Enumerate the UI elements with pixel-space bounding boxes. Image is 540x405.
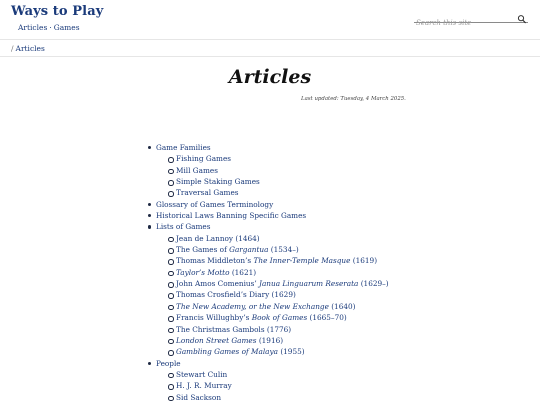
search-box [414, 10, 528, 23]
fishing-games-link[interactable]: Fishing Games [176, 154, 232, 164]
game-families-link[interactable]: Game Families [156, 143, 211, 152]
list-item [147, 142, 389, 199]
list-item [167, 369, 389, 380]
game-list-link[interactable]: London Street Games (1916) [176, 335, 284, 345]
list-item [167, 244, 389, 255]
list-item [167, 346, 389, 357]
list-item [167, 312, 389, 323]
list-item [147, 199, 389, 210]
last-updated-text: Last updated: Tuesday, 4 March 2025. [301, 96, 406, 102]
breadcrumb-articles-link[interactable]: Articles [15, 44, 45, 53]
game-list-link[interactable]: Francis Willughby’s Book of Games (1665–70) [176, 313, 347, 323]
list-item [167, 289, 389, 300]
game-list-link[interactable]: The Games of Gargantua (1534–) [176, 245, 299, 255]
murray-link[interactable]: H. J. R. Murray [176, 381, 232, 391]
game-list-link[interactable]: The Christmas Gambols (1776) [176, 324, 292, 334]
list-item [147, 210, 389, 221]
nav-articles-link[interactable]: Articles [18, 23, 48, 32]
game-list-link[interactable]: The New Academy, or the New Exchange (1640) [176, 301, 356, 311]
nav-separator: · [49, 23, 52, 32]
list-item [167, 335, 389, 346]
breadcrumb-separator: / [11, 44, 14, 53]
list-item [167, 301, 389, 312]
game-list-link[interactable]: Taylor’s Motto (1621) [176, 267, 257, 277]
divider [0, 56, 540, 57]
list-item [167, 278, 389, 289]
list-item [167, 233, 389, 244]
game-list-link[interactable]: Gambling Games of Malaya (1955) [176, 347, 305, 357]
breadcrumb [11, 44, 45, 53]
list-item [147, 358, 389, 403]
search-icon[interactable] [517, 10, 527, 21]
list-item [167, 176, 389, 187]
list-item [147, 221, 389, 357]
primary-nav [18, 23, 80, 32]
list-item [167, 255, 389, 266]
site-title-link[interactable]: Ways to Play [11, 4, 104, 19]
stewart-culin-link[interactable]: Stewart Culin [176, 369, 228, 379]
game-list-link[interactable]: Jean de Lannoy (1464) [176, 233, 260, 243]
traversal-games-link[interactable]: Traversal Games [176, 188, 239, 198]
list-item [167, 392, 389, 403]
list-item [167, 165, 389, 176]
list-item [167, 187, 389, 198]
sid-sackson-link[interactable]: Sid Sackson [176, 392, 222, 402]
people-link[interactable]: People [156, 358, 181, 368]
game-list-link[interactable]: John Amos Comenius’ Janua Linguarum Reserata (1629–) [176, 279, 389, 289]
mill-games-link[interactable]: Mill Games [176, 165, 218, 175]
nav-games-link[interactable]: Games [53, 23, 80, 32]
list-item [167, 380, 389, 391]
lists-of-games-link[interactable]: Lists of Games [156, 222, 211, 232]
list-item [167, 324, 389, 335]
list-item [167, 267, 389, 278]
search-input[interactable] [414, 17, 514, 29]
site-header [0, 0, 540, 40]
articles-list [147, 142, 389, 403]
glossary-link[interactable]: Glossary of Games Terminology [156, 199, 274, 209]
game-list-link[interactable]: Thomas Middleton’s The Inner-Temple Masque (1619) [176, 256, 378, 266]
historical-laws-link[interactable]: Historical Laws Banning Specific Games [156, 211, 307, 221]
list-item [167, 153, 389, 164]
simple-staking-games-link[interactable]: Simple Staking Games [176, 177, 260, 187]
game-list-link[interactable]: Thomas Crosfield’s Diary (1629) [176, 290, 296, 300]
page-title: Articles [228, 66, 312, 88]
